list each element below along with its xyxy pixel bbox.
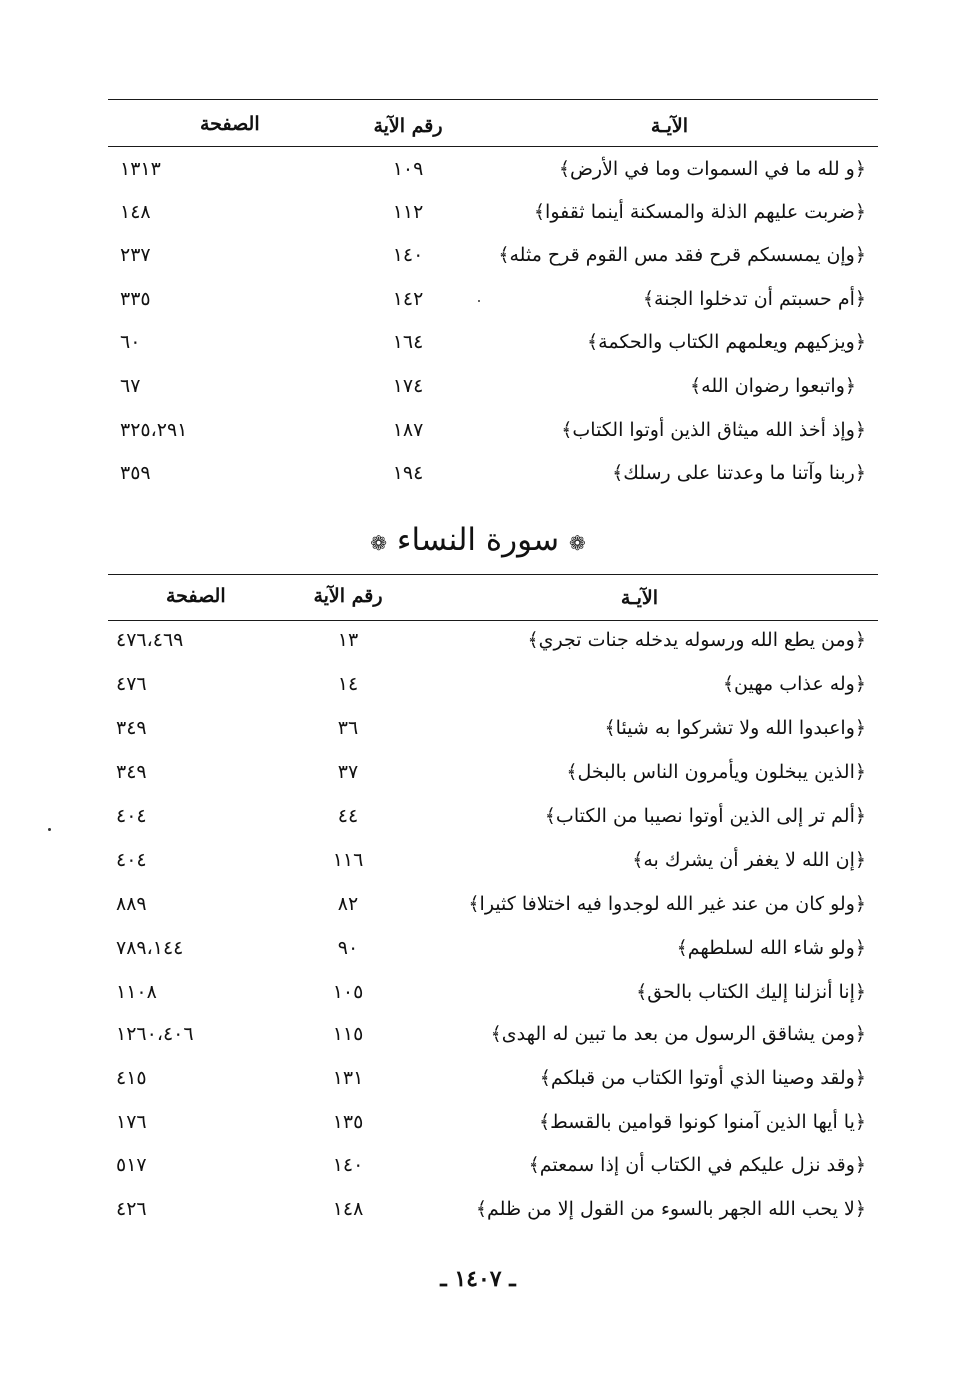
table-row: [108, 243, 878, 273]
table-row: [108, 157, 878, 187]
table-row: [108, 628, 878, 658]
table-row: [108, 804, 878, 834]
ayah-text: ﴿وله عذاب مهين﴾: [722, 673, 866, 695]
ayah-number: ١٤٨: [332, 1198, 364, 1220]
ayah-number: ١٣: [337, 629, 359, 651]
table1-header-rule: [108, 146, 878, 147]
page-reference: ٦٠: [120, 331, 141, 353]
page-reference: ٤٧٦،٤٦٩: [116, 629, 184, 651]
page-reference: ٦٧: [120, 375, 141, 397]
page-reference: ٥١٧: [116, 1154, 147, 1176]
table1-header: [108, 108, 878, 148]
page-reference: ١٧٦: [116, 1111, 147, 1133]
ayah-number: ١١٥: [332, 1023, 364, 1045]
ayah-text: ﴿أم حسبتم أن تدخلوا الجنة﴾: [642, 288, 866, 310]
table1-header-number: رقم الآية: [373, 115, 443, 137]
ornament-left-icon: ❁: [568, 531, 586, 555]
page-reference: ٣٣٥: [120, 288, 151, 310]
page-reference: ٤٢٦: [116, 1198, 147, 1220]
page-reference: ٤٠٤: [116, 805, 147, 827]
table-row: [108, 330, 878, 360]
table-row: [108, 892, 878, 922]
surah-title-text: سورة النساء: [396, 522, 560, 558]
table-row: [108, 287, 878, 317]
ayah-text: ﴿الذين يبخلون ويأمرون الناس بالبخل﴾: [566, 761, 866, 783]
table-row: [108, 848, 878, 878]
ayah-text: ﴿ولو شاء الله لسلطهم﴾: [676, 937, 866, 959]
ayah-number: ١٦٤: [392, 331, 424, 353]
ayah-text: ﴿ولقد وصينا الذي أوتوا الكتاب من قبلكم﴾: [539, 1067, 866, 1089]
table-row: [108, 374, 878, 404]
ayah-number: ١٤: [337, 673, 359, 695]
ayah-text: ﴿ومن يطع الله ورسوله يدخله جنات تجري﴾: [527, 629, 866, 651]
ayah-number: ١٨٧: [392, 419, 424, 441]
table-row: [108, 716, 878, 746]
ayah-text: ﴿إنا أنزلنا إليك الكتاب بالحق﴾: [636, 981, 866, 1003]
ayah-number: ١١٢: [392, 201, 424, 223]
table-row: [108, 461, 878, 491]
table-row: [108, 760, 878, 790]
ayah-number: ٤٤: [337, 805, 359, 827]
ayah-number: ١٩٤: [392, 462, 424, 484]
table-row: [108, 936, 878, 966]
page-reference: ١٤٨: [120, 201, 151, 223]
table2-top-rule: [108, 574, 878, 575]
ayah-number: ٣٧: [337, 761, 359, 783]
page-reference: ٤٠٤: [116, 849, 147, 871]
table-row: [108, 1197, 878, 1227]
table2-header-page: الصفحة: [166, 585, 226, 607]
ayah-text: ﴿ولو كان من عند غير الله لوجدوا فيه اختلافا كثيرا﴾: [468, 893, 866, 915]
ayah-text: ﴿يا أيها الذين آمنوا كونوا قوامين بالقسط﴾: [538, 1111, 866, 1133]
table-row: [108, 1110, 878, 1140]
ayah-text: ﴿ألم تر إلى الذين أوتوا نصيبا من الكتاب﴾: [544, 805, 866, 827]
ayah-number: ١٤٠: [332, 1154, 364, 1176]
ayah-number: ٩٠: [337, 937, 359, 959]
page-reference: ١٣١٣: [120, 158, 161, 180]
page-reference: ٣٥٩: [120, 462, 151, 484]
table1-top-rule: [108, 99, 878, 100]
ayah-number: ١٠٥: [332, 981, 364, 1003]
scan-speck: [478, 300, 480, 302]
ayah-number: ١٧٤: [392, 375, 424, 397]
table1-header-ayah: الآيـة: [650, 115, 688, 137]
page-reference: ٣٤٩: [116, 761, 147, 783]
ayah-text: ﴿وقد نزل عليكم في الكتاب أن إذا سمعتم﴾: [528, 1154, 866, 1176]
ayah-number: ٨٢: [337, 893, 359, 915]
ayah-number: ١٤٢: [392, 288, 424, 310]
page-reference: ٧٨٩،١٤٤: [116, 937, 184, 959]
ayah-number: ١٤٠: [392, 244, 424, 266]
table2-header: [108, 582, 878, 622]
table-row: [108, 1022, 878, 1052]
page-reference: ١١٠٨: [116, 981, 157, 1003]
page-reference: ٤١٥: [116, 1067, 147, 1089]
table-row: [108, 200, 878, 230]
table2-header-number: رقم الآية: [313, 585, 383, 607]
ornament-right-icon: ❁: [370, 531, 388, 555]
table-row: [108, 1066, 878, 1096]
table1-header-page: الصفحة: [200, 113, 260, 135]
ayah-number: ١١٦: [332, 849, 364, 871]
ayah-number: ١٠٩: [392, 158, 424, 180]
ayah-number: ١٣١: [332, 1067, 364, 1089]
scan-speck: [48, 828, 51, 831]
page-reference: ٢٣٧: [120, 244, 151, 266]
ayah-text: ﴿ويزكيهم ويعلمهم الكتاب والحكمة﴾: [587, 331, 866, 353]
table-row: [108, 1153, 878, 1183]
page-reference: ٣٤٩: [116, 717, 147, 739]
ayah-text: ﴿وإذ أخذ الله ميثاق الذين أوتوا الكتاب﴾: [561, 419, 866, 441]
table-row: [108, 672, 878, 702]
table-row: [108, 418, 878, 448]
ayah-text: ﴿ضربت عليهم الذلة والمسكنة أينما ثقفوا﴾: [533, 201, 866, 223]
page-reference: ١٢٦٠،٤٠٦: [116, 1023, 194, 1045]
ayah-number: ٣٦: [337, 717, 359, 739]
page-reference: ٨٨٩: [116, 893, 147, 915]
ayah-text: ﴿إن الله لا يغفر أن يشرك به﴾: [632, 849, 866, 871]
page-reference: ٣٢٥،٢٩١: [120, 419, 188, 441]
table2-header-rule: [108, 620, 878, 621]
table-row: [108, 980, 878, 1010]
page-number: ـ ١٤٠٧ ـ: [440, 1266, 516, 1292]
ayah-text: ﴿لا يحب الله الجهر بالسوء من القول إلا من ظلم﴾: [475, 1198, 866, 1220]
ayah-text: ﴿واعبدوا الله ولا تشركوا به شيئا﴾: [604, 717, 866, 739]
ayah-text: ﴿واتبعوا رضوان الله﴾: [690, 375, 856, 397]
ayah-text: ﴿ربنا وآتنا ما وعدتنا على رسلك﴾: [612, 462, 866, 484]
table2-header-ayah: الآيـة: [620, 587, 658, 609]
ayah-text: ﴿وإن يمسسكم قرح فقد مس القوم قرح مثله﴾: [498, 244, 866, 266]
page-reference: ٤٧٦: [116, 673, 147, 695]
ayah-text: ﴿ومن يشاقق الرسول من بعد ما تبين له الهدى﴾: [490, 1023, 866, 1045]
surah-title: [0, 518, 956, 565]
ayah-text: ﴿و لله ما في السموات وما في الأرض﴾: [558, 158, 866, 180]
ayah-number: ١٣٥: [332, 1111, 364, 1133]
